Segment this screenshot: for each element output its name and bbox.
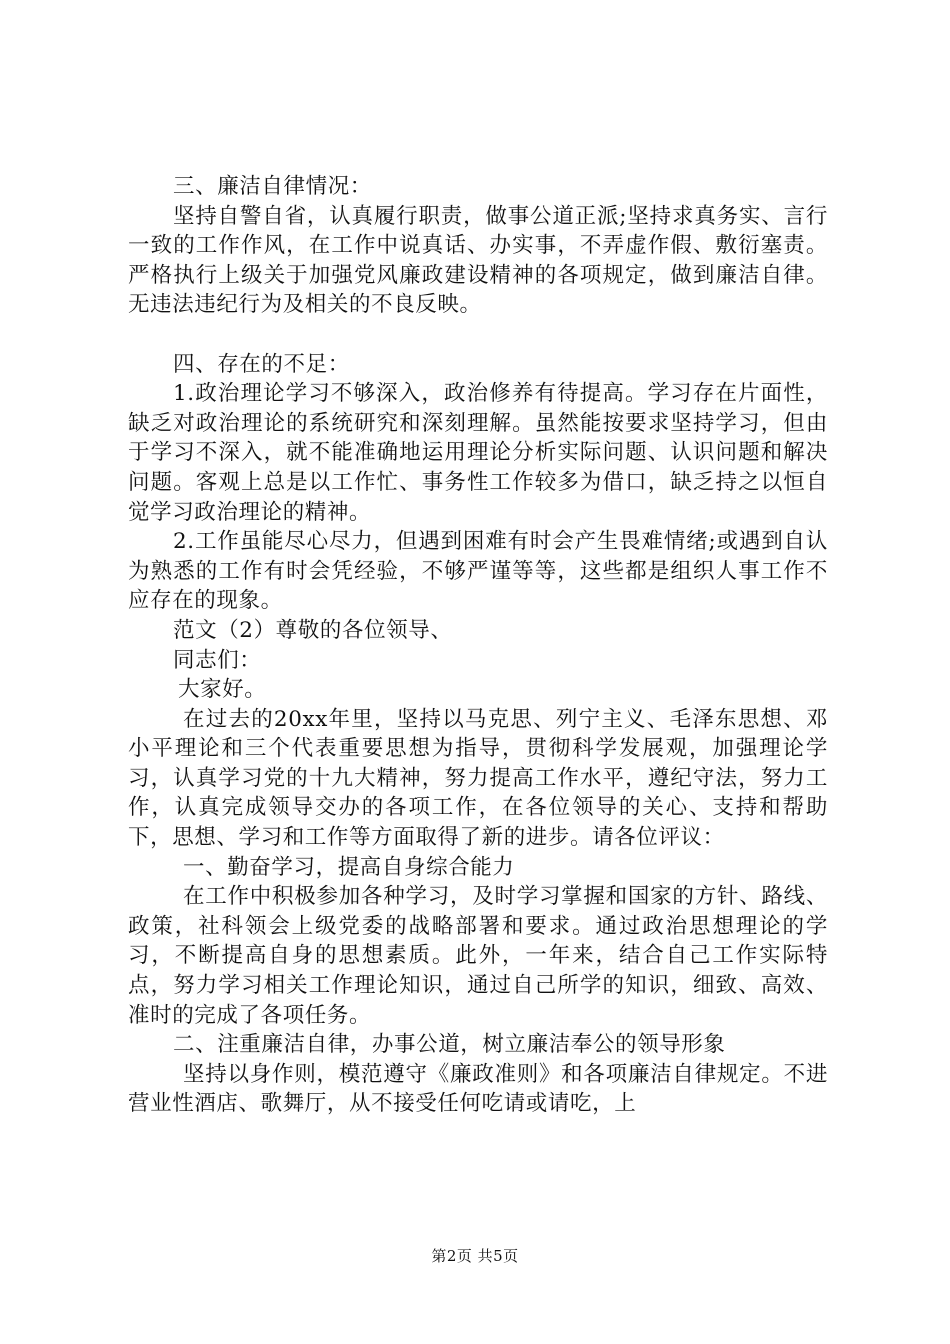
section-heading-shortcomings: 四、存在的不足： [173,351,350,377]
section-heading-study: 一、勤奋学习，提高自身综合能力 [183,854,515,880]
greeting: 大家好。 [178,677,267,703]
paragraph-integrity: 坚持自警自省，认真履行职责，做事公道正派;坚持求真务实、言行一致的工作作风，在工作中说真话、办实事，不弄虚作假、敷衍塞责。严格执行上级关于加强党风廉政建设精神的各项规定，做到廉洁自律。无违法违纪行为及相关的不良反映。 [128,203,828,318]
document-body [128,172,828,1119]
paragraph-honesty: 坚持以身作则，模范遵守《廉政准则》和各项廉洁自律规定。不进营业性酒店、歌舞厅，从不接受任何吃请或请吃，上 [128,1061,828,1117]
paragraph-shortcoming-1: 1.政治理论学习不够深入，政治修养有待提高。学习存在片面性，缺乏对政治理论的系统研究和深刻理解。虽然能按要求坚持学习，但由于学习不深入，就不能准确地运用理论分析实际问题、认识问题和解决问题。客观上总是以工作忙、事务性工作较多为借口，缺乏持之以恒自觉学习政治理论的精神。 [128,381,828,525]
page-number-footer: 第2页 共5页 [431,1247,519,1265]
paragraph-intro: 在过去的20xx年里，坚持以马克思、列宁主义、毛泽东思想、邓小平理论和三个代表重要思想为指导，贯彻科学发展观，加强理论学习，认真学习党的十九大精神，努力提高工作水平，遵纪守法，努力工作，认真完成领导交办的各项工作，在各位领导的关心、支持和帮助下，思想、学习和工作等方面取得了新的进步。请各位评议： [128,706,828,851]
salutation-comrades: 同志们： [173,647,262,673]
paragraph-study: 在工作中积极参加各种学习，及时学习掌握和国家的方针、路线、政策，社科领会上级党委的战略部署和要求。通过政治思想理论的学习，不断提高自身的思想素质。此外，一年来，结合自己工作实际特点，努力学习相关工作理论知识，通过自己所学的知识，细致、高效、准时的完成了各项任务。 [128,884,828,1028]
section-heading-integrity: 三、廉洁自律情况： [173,174,372,199]
sample-heading: 范文（2）尊敬的各位领导、 [173,617,453,643]
paragraph-shortcoming-2: 2.工作虽能尽心尽力，但遇到困难有时会产生畏难情绪;或遇到自认为熟悉的工作有时会凭经验，不够严谨等等，这些都是组织人事工作不应存在的现象。 [128,529,828,614]
section-heading-honesty: 二、注重廉洁自律，办事公道，树立廉洁奉公的领导形象 [173,1032,726,1058]
